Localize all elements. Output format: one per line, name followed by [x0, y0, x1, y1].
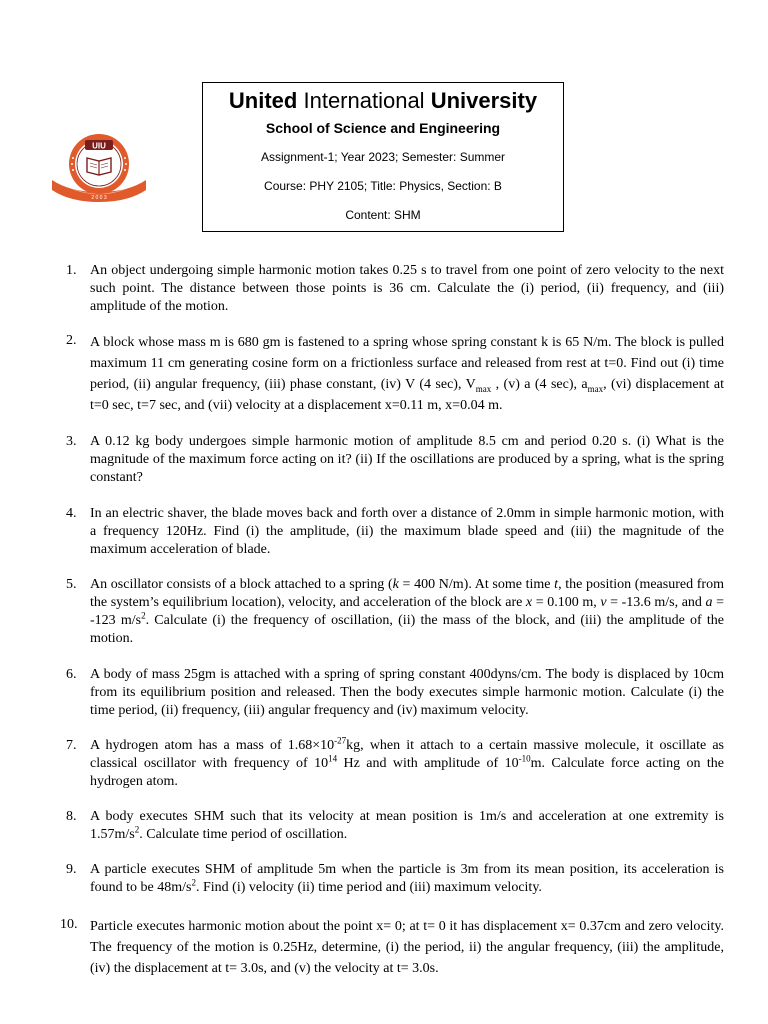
question-text: An object undergoing simple harmonic motion takes 0.25 s to travel from one point of zero velocity to the next such point. The distance between those points is 36 cm. Calculate the (i) period, (ii) frequency, and (iii) amplitude of the motion.: [90, 263, 724, 314]
question-text: A 0.12 kg body undergoes simple harmonic motion of amplitude 8.5 cm and period 0.20 s. (i) What is the magnitude of the maximum force acting on it? (ii) If the oscillations are produced by a spring, what is the spring constant?: [90, 434, 724, 485]
question-text: In an electric shaver, the blade moves back and forth over a distance of 2.0mm in simple harmonic motion, with a frequency 120Hz. Find (i) the amplitude, (ii) the maximum blade speed and (iii) the magnitude of the maximum acceleration of blade.: [90, 506, 724, 557]
university-name: United International University: [228, 88, 538, 113]
university-logo: [50, 128, 148, 206]
question-4: [66, 505, 724, 559]
question-number: 10.: [60, 917, 78, 932]
question-2: [66, 332, 724, 416]
svg-text:UIU: UIU: [92, 141, 106, 151]
question-5: [66, 576, 724, 648]
question-6: [66, 666, 724, 720]
question-text: A body executes SHM such that its velocity at mean position is 1m/s and acceleration at one extremity is $1.57m/s^2$. Calculate time period of oscillation.: [90, 809, 724, 842]
question-number: 6.: [66, 667, 77, 682]
question-number: 9.: [66, 862, 77, 877]
question-number: 1.: [66, 263, 77, 278]
question-8: [66, 808, 724, 844]
question-number: 4.: [66, 506, 77, 521]
question-number: 5.: [66, 577, 77, 592]
question-number: 2.: [66, 333, 77, 348]
question-10: [60, 916, 724, 979]
question-1: [66, 262, 724, 316]
question-number: 7.: [66, 738, 77, 753]
question-text: Particle executes harmonic motion about the point x= 0; at t= 0 it has displacement x= 0.37cm and zero velocity. The frequency of the motion is 0.25Hz, determine, (i) the period, ii) the angular frequency, (iii) the amplitude, (iv) the displacement at t= 3.0s, and (v) the velocity at t= 3.0s.: [90, 919, 724, 976]
school-name: School of Science and Engineering: [265, 120, 501, 136]
question-text: A particle executes SHM of amplitude 5m when the particle is 3m from its mean position, its acceleration is found to be $48m/s^2$. Find (i) velocity (ii) time period and (iii) maximum velocity.: [90, 862, 724, 895]
question-3: [66, 433, 724, 487]
svg-text:2 0 0 3: 2 0 0 3: [91, 195, 107, 201]
question-text: An oscillator consists of a block attached to a spring (k = 400 N/m). At some time t, the position (measured from the system’s equilibrium location), velocity, and acceleration of the block are x = 0.100 m, v = -13.6 m/s, and a = -123 $m/s^2$. Calculate (i) the frequency of oscillation, (ii) the mass of the block, and (iii) the amplitude of the motion.: [90, 577, 724, 646]
uiu-seal-icon: [50, 128, 148, 206]
assignment-line: Assignment-1; Year 2023; Semester: Summer: [260, 150, 506, 164]
question-text: A hydrogen atom has a mass of $1.68\times 10^{-27}kg$, when it attach to a certain massive molecule, it oscillate as classical oscillator with frequency of $10^{14}$ Hz and with amplitude of $10^{-10}m$. Calculate force acting on the hydrogen atom.: [90, 735, 725, 789]
header-box: [202, 82, 564, 232]
content-line: Content: SHM: [345, 208, 421, 222]
question-text: A body of mass 25gm is attached with a spring of spring constant 400dyns/cm. The body is displaced by 10cm from its equilibrium position and released. Then the body executes simple harmonic motion. Calculate (i) the time period, (ii) frequency, (iii) angular frequency and (iv) maximum velocity.: [90, 667, 724, 718]
question-text: A block whose mass m is 680 gm is fastened to a spring whose spring constant k is 65 N/m. The block is pulled maximum 11 cm generating cosine form on a frictionless surface and released from rest at t=0. Find out (i) time period, (ii) angular frequency, (iii) phase constant, (iv) V (4 sec), $V_{max}$ , (v) a (4 sec), $a_{max}$, (vi) displacement at t=0 sec, t=7 sec, and (vii) velocity at a displacement x=0.11 m, x=0.04 m.: [90, 335, 724, 413]
course-line: Course: PHY 2105; Title: Physics, Section: B: [264, 179, 502, 193]
question-number: 3.: [66, 434, 77, 449]
question-7: [66, 737, 724, 791]
question-number: 8.: [66, 809, 77, 824]
question-9: [66, 861, 724, 897]
